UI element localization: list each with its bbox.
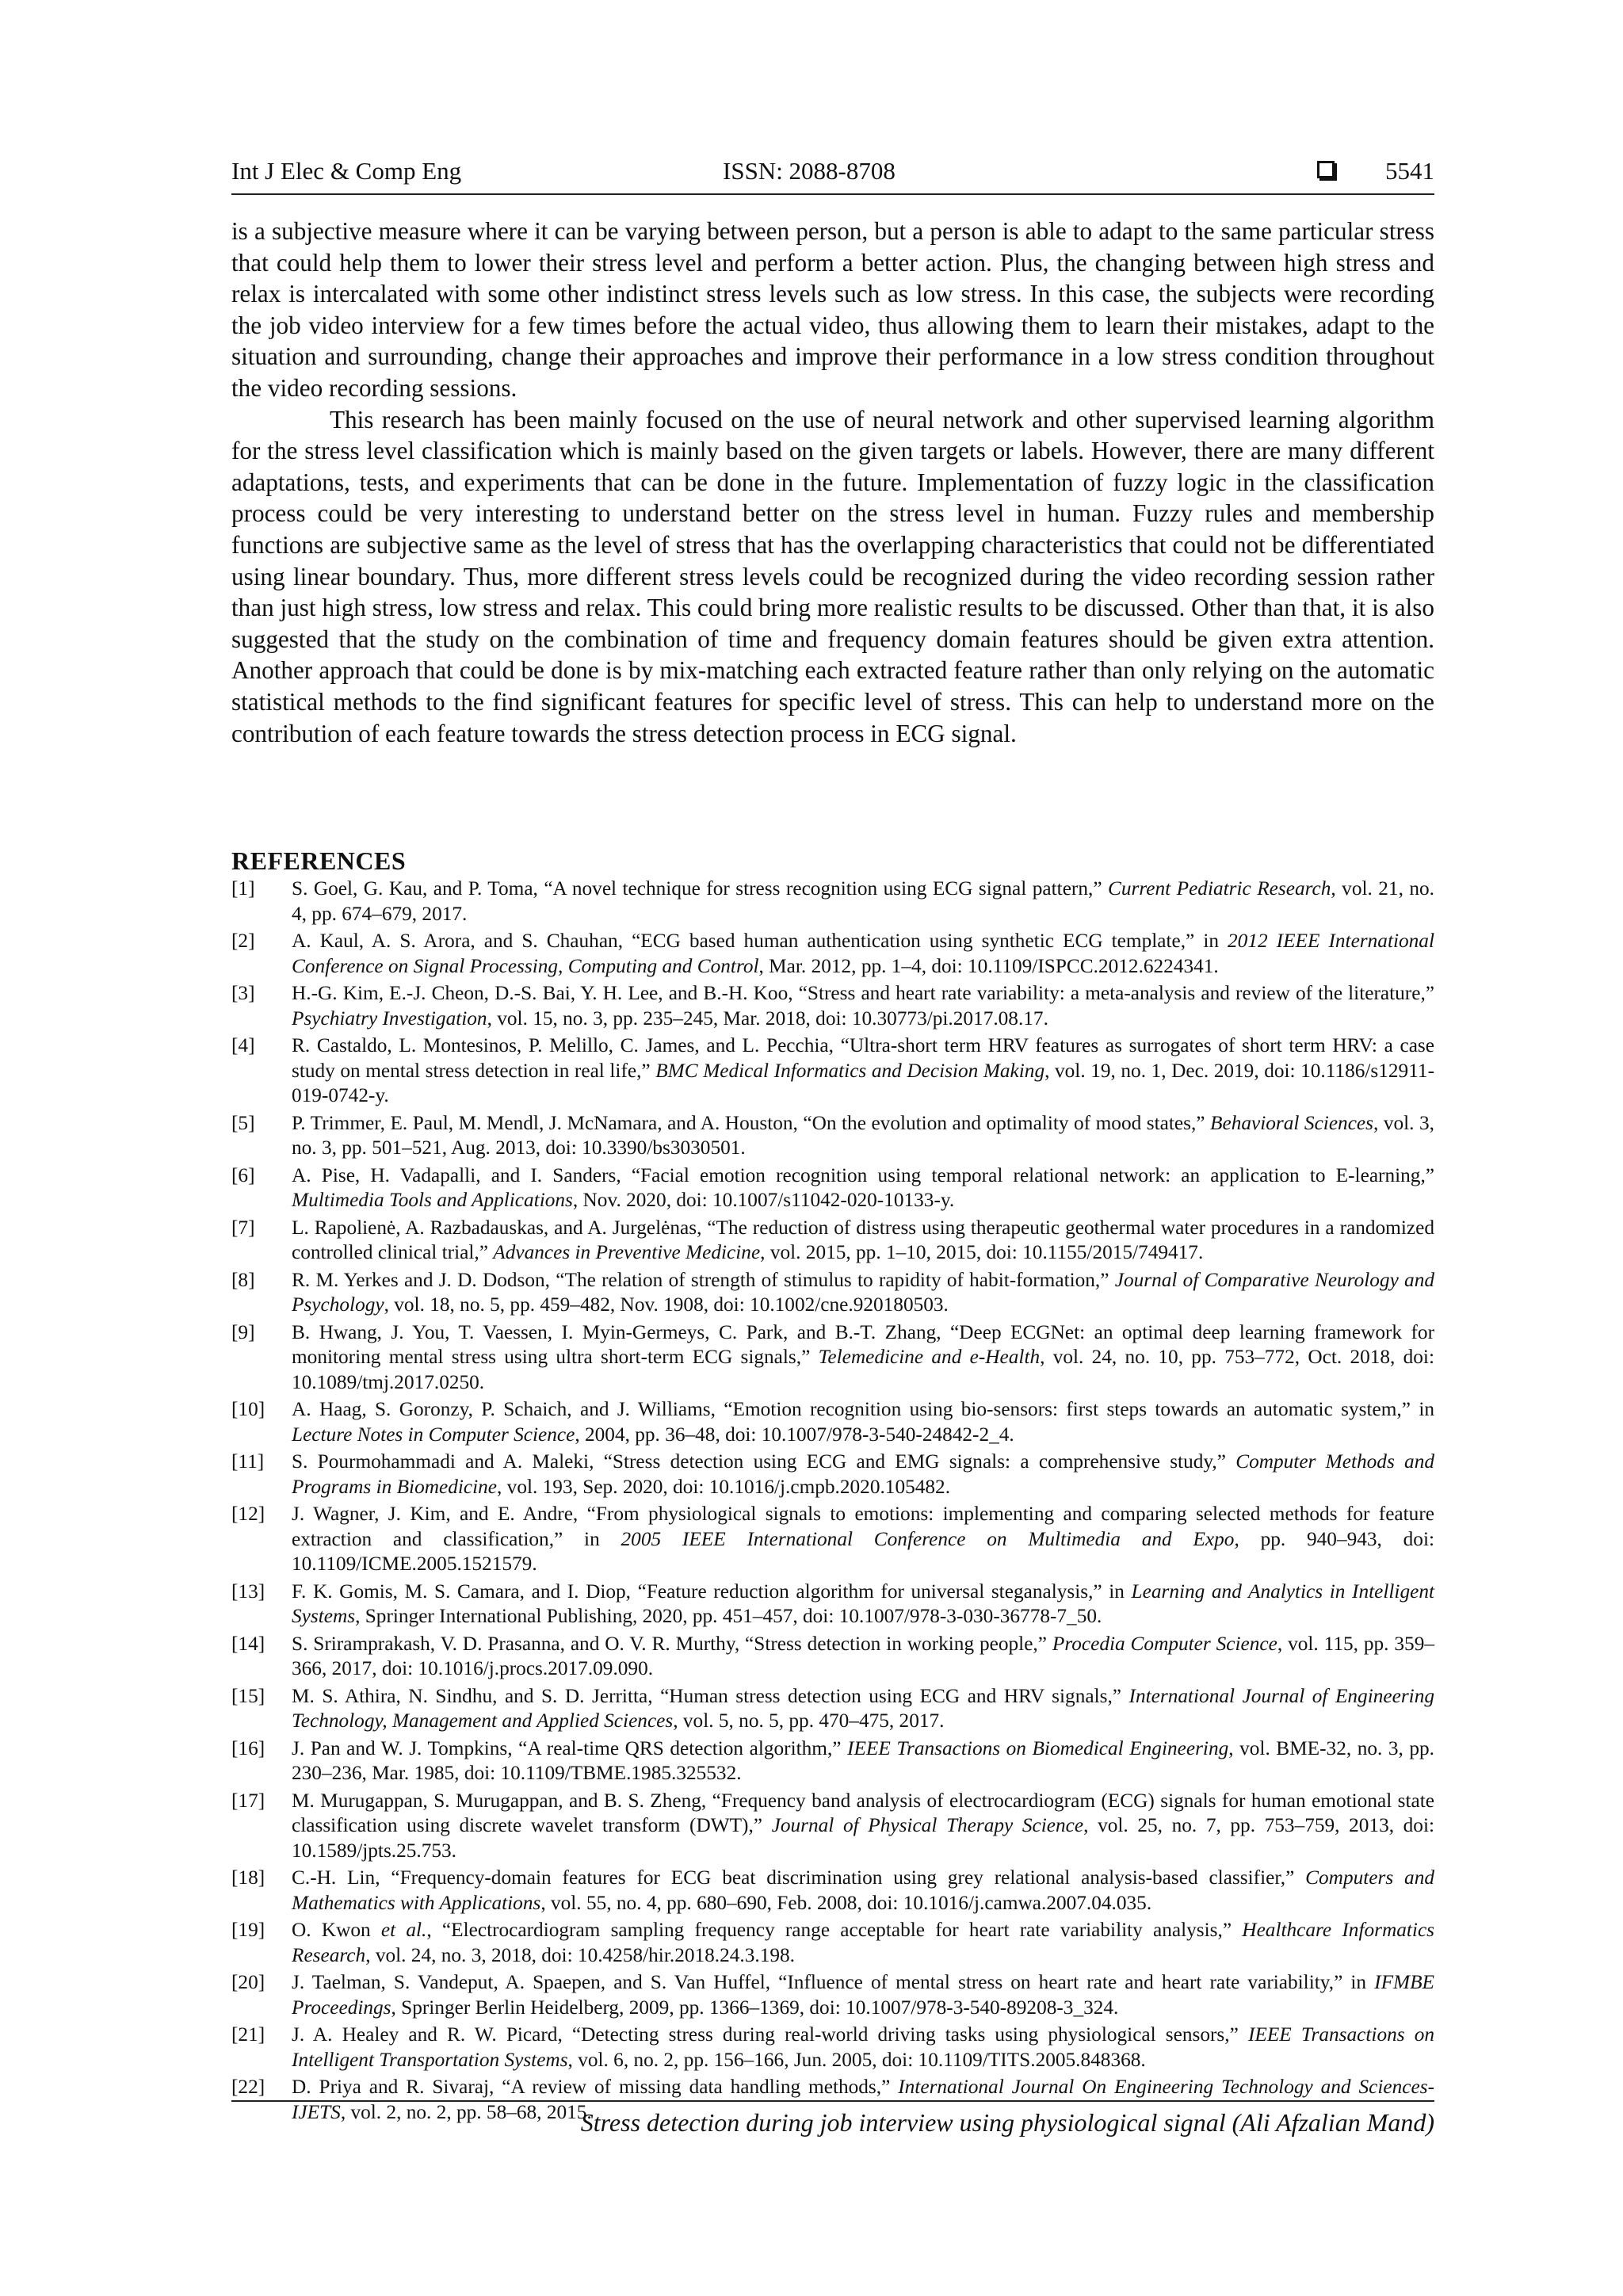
reference-text: , Mar. 2012, pp. 1–4, doi: 10.1109/ISPCC.2012.6224341. bbox=[758, 954, 1219, 977]
reference-source: Computer Methods and Programs in Biomedicine bbox=[292, 1450, 1434, 1498]
reference-source: Telemedicine and e-Health bbox=[818, 1346, 1041, 1368]
reference-text: , vol. 3, no. 3, pp. 501–521, Aug. 2013, doi: 10.3390/bs3030501. bbox=[292, 1111, 1434, 1159]
references-heading: REFERENCES bbox=[231, 846, 407, 875]
reference-source: Procedia Computer Science bbox=[1052, 1632, 1277, 1655]
reference-number: [22] bbox=[231, 2076, 265, 2098]
reference-text: , vol. 6, no. 2, pp. 156–166, Jun. 2005, doi: 10.1109/TITS.2005.848368. bbox=[567, 2048, 1146, 2071]
reference-text: L. Rapolienė, A. Razbadauskas, and A. Jurgelėnas, “The reduction of distress using therapeutic geothermal water procedures in a randomized controlled clinical trial,” bbox=[292, 1216, 1434, 1263]
reference-text: B. Hwang, J. You, T. Vaessen, I. Myin-Germeys, C. Park, and B.-T. Zhang, “Deep ECGNet: an optimal deep learning framework for monitoring mental stress using ultra short-term ECG signals,” bbox=[292, 1320, 1434, 1368]
issn: ISSN: 2088-8708 bbox=[723, 157, 896, 185]
reference-text: A. Kaul, A. S. Arora, and S. Chauhan, “ECG based human authentication using synthetic ECG template,” in bbox=[292, 930, 1228, 952]
reference-source: Psychiatry Investigation bbox=[292, 1007, 487, 1030]
reference-source: Journal of Physical Therapy Science bbox=[771, 1814, 1084, 1836]
reference-text: J. A. Healey and R. W. Picard, “Detecting stress during real-world driving tasks using physiological sensors,” bbox=[292, 2023, 1248, 2046]
reference-text: , Springer International Publishing, 2020, pp. 451–457, doi: 10.1007/978-3-030-36778-7_50. bbox=[355, 1605, 1102, 1627]
reference-item bbox=[231, 1632, 1434, 1682]
reference-text: , vol. 25, no. 7, pp. 753–759, 2013, doi: 10.1589/jpts.25.753. bbox=[292, 1814, 1435, 1862]
reference-text: A. Pise, H. Vadapalli, and I. Sanders, “Facial emotion recognition using temporal relational network: an application to E-learning,” bbox=[292, 1163, 1434, 1186]
reference-item bbox=[231, 929, 1434, 979]
reference-number: [4] bbox=[231, 1034, 255, 1056]
reference-text: , vol. BME-32, no. 3, pp. 230–236, Mar. 1985, doi: 10.1109/TBME.1985.325532. bbox=[292, 1736, 1434, 1784]
reference-text: S. Sriramprakash, V. D. Prasanna, and O. V. R. Murthy, “Stress detection in working people,” bbox=[292, 1632, 1052, 1655]
reference-number: [19] bbox=[231, 1919, 265, 1941]
header-divider bbox=[231, 193, 1434, 195]
reference-item bbox=[231, 1268, 1434, 1318]
reference-source: Computers and Mathematics with Applications bbox=[292, 1866, 1434, 1914]
reference-item bbox=[231, 1216, 1434, 1266]
reference-number: [21] bbox=[231, 2023, 265, 2046]
reference-number: [10] bbox=[231, 1398, 265, 1420]
reference-item bbox=[231, 1163, 1434, 1213]
reference-text: O. Kwon bbox=[292, 1919, 381, 1941]
reference-source: IFMBE Proceedings bbox=[292, 1971, 1434, 2019]
body-text bbox=[231, 216, 1434, 749]
reference-source: International Journal of Engineering Technology, Management and Applied Sciences bbox=[292, 1684, 1435, 1732]
reference-text: , vol. 5, no. 5, pp. 470–475, 2017. bbox=[673, 1710, 945, 1732]
reference-item bbox=[231, 1033, 1434, 1109]
reference-text: , pp. 940–943, doi: 10.1109/ICME.2005.1521579. bbox=[292, 1527, 1435, 1575]
reference-text: J. Taelman, S. Vandeput, A. Spaepen, and S. Van Huffel, “Influence of mental stress on heart rate and heart rate variability,” in bbox=[292, 1971, 1375, 1993]
reference-text: M. S. Athira, N. Sindhu, and S. D. Jerritta, “Human stress detection using ECG and HRV signals,” bbox=[292, 1684, 1129, 1707]
reference-source: Journal of Comparative Neurology and Psychology bbox=[292, 1268, 1435, 1316]
reference-item bbox=[231, 1736, 1434, 1786]
reference-item bbox=[231, 1918, 1434, 1968]
reference-text: , vol. 193, Sep. 2020, doi: 10.1016/j.cmpb.2020.105482. bbox=[497, 1475, 951, 1498]
reference-source: IEEE Transactions on Intelligent Transportation Systems bbox=[292, 2023, 1434, 2071]
reference-text: , 2004, pp. 36–48, doi: 10.1007/978-3-540-24842-2_4. bbox=[575, 1423, 1014, 1446]
reference-text: , vol. 55, no. 4, pp. 680–690, Feb. 2008, doi: 10.1016/j.camwa.2007.04.035. bbox=[540, 1891, 1152, 1914]
reference-text: H.-G. Kim, E.-J. Cheon, D.-S. Bai, Y. H. Lee, and B.-H. Koo, “Stress and heart rate variability: a meta-analysis and review of the literature,” bbox=[292, 982, 1434, 1004]
reference-item bbox=[231, 1397, 1434, 1447]
reference-text: P. Trimmer, E. Paul, M. Mendl, J. McNamara, and A. Houston, “On the evolution and optimality of mood states,” bbox=[292, 1111, 1211, 1134]
reference-item bbox=[231, 1320, 1434, 1396]
reference-text: , vol. 19, no. 1, Dec. 2019, doi: 10.1186/s12911-019-0742-y. bbox=[292, 1059, 1434, 1106]
reference-list bbox=[231, 877, 1434, 2127]
reference-item bbox=[231, 1970, 1434, 2020]
reference-number: [7] bbox=[231, 1216, 255, 1239]
reference-text: S. Goel, G. Kau, and P. Toma, “A novel technique for stress recognition using ECG signal pattern,” bbox=[292, 877, 1108, 900]
reference-text: R. M. Yerkes and J. D. Dodson, “The relation of strength of stimulus to rapidity of habit-formation,” bbox=[292, 1268, 1115, 1291]
reference-item bbox=[231, 981, 1434, 1031]
reference-number: [18] bbox=[231, 1866, 265, 1889]
reference-number: [8] bbox=[231, 1268, 255, 1291]
reference-text: J. Wagner, J. Kim, and E. Andre, “From physiological signals to emotions: implementing and comparing selected methods for feature extraction and classification,” in bbox=[292, 1503, 1434, 1550]
reference-text: F. K. Gomis, M. S. Camara, and I. Diop, “Feature reduction algorithm for universal steganalysis,” in bbox=[292, 1580, 1132, 1603]
reference-number: [16] bbox=[231, 1736, 265, 1759]
reference-item bbox=[231, 1866, 1434, 1916]
reference-number: [11] bbox=[231, 1450, 265, 1473]
reference-item bbox=[231, 2023, 1434, 2073]
reference-text: M. Murugappan, S. Murugappan, and B. S. Zheng, “Frequency band analysis of electrocardiogram (ECG) signals for human emotional state classification using discrete wavelet transform (DWT),” bbox=[292, 1789, 1434, 1836]
reference-number: [1] bbox=[231, 877, 255, 900]
paragraph: is a subjective measure where it can be varying between person, but a person is able to adapt to the same particular stress that could help them to lower their stress level and perform a better action. Plus, the changing between high stress and relax is intercalated with some other indistinct stress levels such as low stress. In this case, the subjects were recording the job video interview for a few times before the actual video, thus allowing them to learn their mistakes, adapt to the situation and surrounding, change their approaches and improve their performance in a low stress condition throughout the video recording sessions. bbox=[231, 217, 1434, 402]
reference-text: D. Priya and R. Sivaraj, “A review of missing data handling methods,” bbox=[292, 2076, 899, 2098]
reference-item bbox=[231, 1502, 1434, 1577]
reference-text: , Springer Berlin Heidelberg, 2009, pp. 1366–1369, doi: 10.1007/978-3-540-89208-3_324. bbox=[391, 1996, 1119, 2019]
running-footer: Stress detection during job interview using physiological signal (Ali Afzalian Mand) bbox=[580, 2108, 1434, 2137]
reference-text: , vol. 15, no. 3, pp. 235–245, Mar. 2018, doi: 10.30773/pi.2017.08.17. bbox=[487, 1007, 1048, 1030]
reference-source: Behavioral Sciences bbox=[1210, 1111, 1374, 1134]
reference-item bbox=[231, 1450, 1434, 1499]
reference-number: [15] bbox=[231, 1684, 265, 1707]
reference-source: Advances in Preventive Medicine bbox=[493, 1241, 761, 1263]
reference-number: [6] bbox=[231, 1163, 255, 1186]
reference-source: 2005 IEEE International Conference on Multimedia and Expo bbox=[621, 1527, 1235, 1550]
reference-text: R. Castaldo, L. Montesinos, P. Melillo, C. James, and L. Pecchia, “Ultra-short term HRV features as surrogates of short term HRV: a case study on mental stress detection in real life,” bbox=[292, 1034, 1434, 1082]
reference-text: , vol. 2015, pp. 1–10, 2015, doi: 10.1155/2015/749417. bbox=[760, 1241, 1204, 1263]
reference-text: , vol. 2, no. 2, pp. 58–68, 2015. bbox=[340, 2100, 592, 2123]
reference-text: S. Pourmohammadi and A. Maleki, “Stress detection using ECG and EMG signals: a comprehensive study,” bbox=[292, 1450, 1236, 1473]
reference-text: , vol. 18, no. 5, pp. 459–482, Nov. 1908, doi: 10.1002/cne.920180503. bbox=[384, 1293, 949, 1316]
reference-source: Multimedia Tools and Applications bbox=[292, 1189, 573, 1211]
reference-source: BMC Medical Informatics and Decision Making bbox=[655, 1059, 1045, 1082]
reference-text: , vol. 115, pp. 359–366, 2017, doi: 10.1016/j.procs.2017.09.090. bbox=[292, 1632, 1434, 1679]
reference-text: , vol. 24, no. 10, pp. 753–772, Oct. 2018, doi: 10.1089/tmj.2017.0250. bbox=[292, 1346, 1434, 1393]
reference-source: International Journal On Engineering Technology and Sciences-IJETS bbox=[292, 2076, 1434, 2123]
reference-item bbox=[231, 877, 1434, 926]
reference-number: [12] bbox=[231, 1503, 265, 1525]
reference-source: Current Pediatric Research bbox=[1108, 877, 1331, 900]
reference-text: , Nov. 2020, doi: 10.1007/s11042-020-10133-y. bbox=[572, 1189, 955, 1211]
reference-source: 2012 IEEE International Conference on Signal Processing, Computing and Control bbox=[292, 930, 1434, 977]
page-number: 5541 bbox=[1385, 157, 1434, 185]
reference-number: [2] bbox=[231, 930, 255, 952]
reference-item bbox=[231, 1580, 1434, 1629]
reference-text: , vol. 21, no. 4, pp. 674–679, 2017. bbox=[292, 877, 1434, 925]
reference-number: [20] bbox=[231, 1971, 265, 1993]
reference-number: [9] bbox=[231, 1320, 255, 1343]
reference-text: , vol. 24, no. 3, 2018, doi: 10.4258/hir.2018.24.3.198. bbox=[365, 1943, 795, 1966]
reference-item bbox=[231, 1684, 1434, 1734]
reference-source: Healthcare Informatics Research bbox=[292, 1919, 1435, 1966]
square-bullet-icon bbox=[1317, 161, 1335, 178]
reference-item bbox=[231, 1789, 1434, 1864]
reference-source: Lecture Notes in Computer Science bbox=[292, 1423, 575, 1446]
footer-divider bbox=[231, 2100, 1434, 2102]
reference-text: J. Pan and W. J. Tompkins, “A real-time QRS detection algorithm,” bbox=[292, 1736, 848, 1759]
reference-text: A. Haag, S. Goronzy, P. Schaich, and J. Williams, “Emotion recognition using bio-sensors: first steps towards an automatic system,” in bbox=[292, 1398, 1434, 1420]
running-header bbox=[231, 155, 1434, 187]
paragraph: This research has been mainly focused on the use of neural network and other supervised learning algorithm for the stress level classification which is mainly based on the given targets or labels. However, there are many different adaptations, tests, and experiments that can be done in the future. Implementation of fuzzy logic in the classification process could be very interesting to understand better on the stress level in human. Fuzzy rules and membership functions are subjective same as the level of stress that has the overlapping characteristics that could not be differentiated using linear boundary. Thus, more different stress levels could be recognized during the video recording session rather than just high stress, low stress and relax. This could bring more realistic results to be discussed. Other than that, it is also suggested that the study on the combination of time and frequency domain features should be given extra attention. Another approach that could be done is by mix-matching each extracted feature rather than only relying on the automatic statistical methods to the find significant features for specific level of stress. This can help to understand more on the contribution of each feature towards the stress detection process in ECG signal. bbox=[231, 405, 1434, 747]
reference-text: C.-H. Lin, “Frequency-domain features for ECG beat discrimination using grey relational analysis-based classifier,” bbox=[292, 1866, 1306, 1889]
reference-number: [3] bbox=[231, 982, 255, 1004]
reference-source: IEEE Transactions on Biomedical Engineering bbox=[847, 1736, 1229, 1759]
reference-number: [17] bbox=[231, 1789, 265, 1812]
journal-name: Int J Elec & Comp Eng bbox=[231, 157, 462, 185]
reference-number: [14] bbox=[231, 1632, 265, 1655]
reference-number: [13] bbox=[231, 1580, 265, 1603]
reference-text: , “Electrocardiogram sampling frequency range acceptable for heart rate variability analysis,” bbox=[426, 1919, 1243, 1941]
reference-number: [5] bbox=[231, 1111, 255, 1134]
reference-source: Learning and Analytics in Intelligent Systems bbox=[292, 1580, 1434, 1627]
reference-source: et al. bbox=[380, 1919, 427, 1941]
reference-item bbox=[231, 1111, 1434, 1161]
